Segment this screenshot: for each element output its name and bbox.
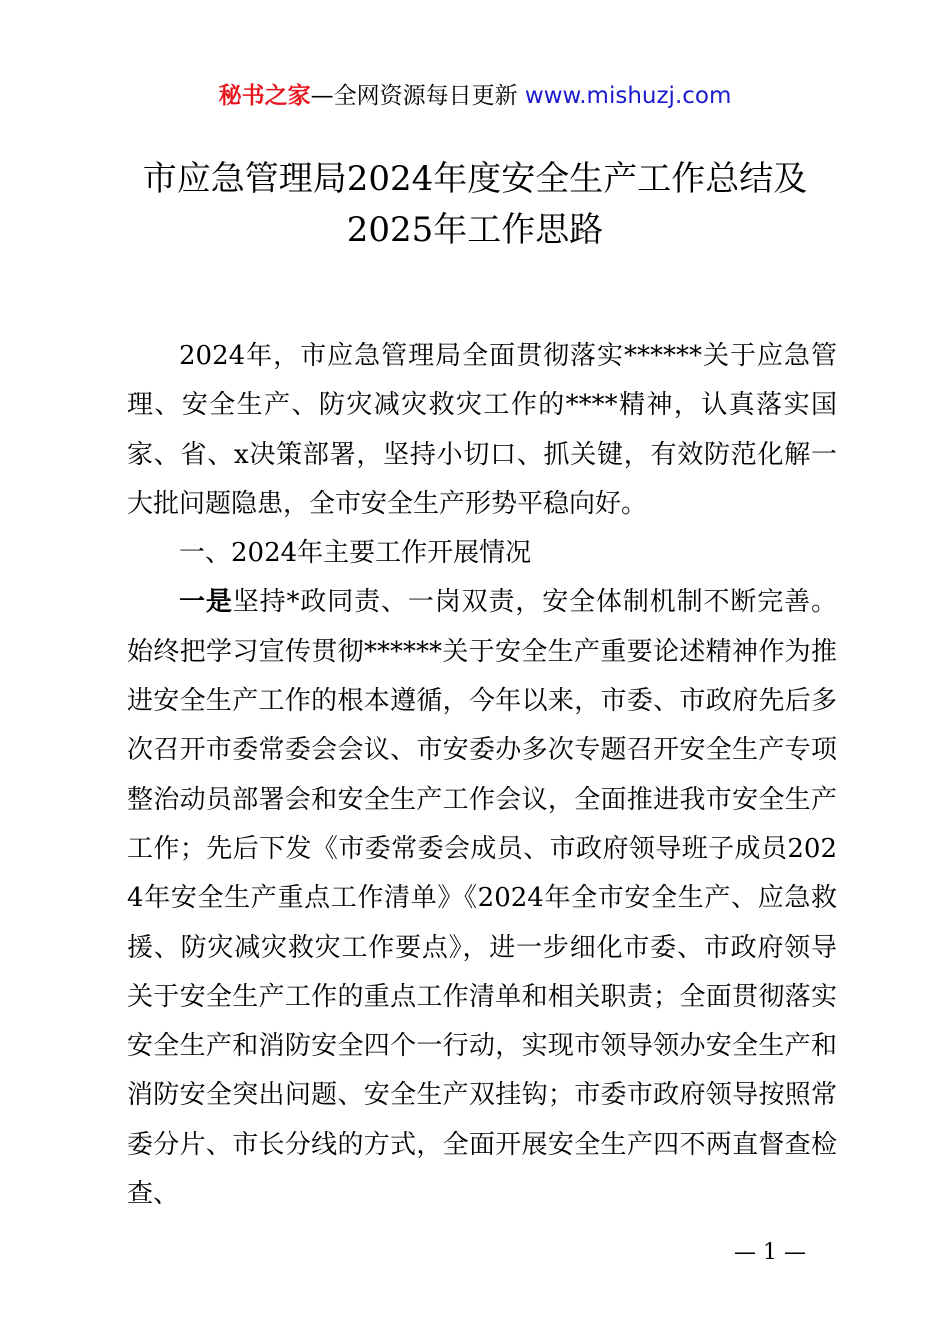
page-number: — 1 — (734, 1240, 806, 1265)
document-title (60, 154, 890, 256)
point-1-paragraph (127, 578, 837, 1219)
intro-paragraph: 2024年，市应急管理局全面贯彻落实******关于应急管理、安全生产、防灾减灾救灾工作的****精神，认真落实国家、省、x决策部署，坚持小切口、抓关键，有效防范化解一大批问题隐患，全市安全生产形势平稳向好。 (127, 341, 837, 519)
point-1-text: 坚持*政同责、一岗双责，安全体制机制不断完善。始终把学习宣传贯彻******关于安全生产重要论述精神作为推进安全生产工作的根本遵循，今年以来，市委、市政府先后多次召开市委常委会会议、市安委办多次专题召开安全生产专项整治动员部署会和安全生产工作会议，全面推进我市安全生产工作；先后下发《市委常委会成员、市政府领导班子成员2024年安全生产重点工作清单》《2024年全市安全生产、应急救援、防灾减灾救灾工作要点》，进一步细化市委、市政府领导关于安全生产工作的重点工作清单和相关职责；全面贯彻落实安全生产和消防安全四个一行动，实现市领导领办安全生产和消防安全突出问题、安全生产双挂钩；市委市政府领导按照常委分片、市长分线的方式，全面开展安全生产四不两直督查检查、 (127, 587, 837, 1210)
header-slogan: —全网资源每日更新 (310, 83, 525, 109)
section-heading: 一、2024年主要工作开展情况 (179, 538, 532, 569)
site-url-link[interactable]: www.mishuzj.com (524, 83, 732, 109)
title-line-1: 市应急管理局2024年度安全生产工作总结及 (142, 159, 808, 199)
title-line-2: 2025年工作思路 (346, 210, 604, 250)
site-header (0, 80, 950, 112)
document-body (127, 332, 837, 1219)
point-1-lead: 一是 (179, 587, 233, 618)
brand-name: 秘书之家 (218, 83, 311, 109)
